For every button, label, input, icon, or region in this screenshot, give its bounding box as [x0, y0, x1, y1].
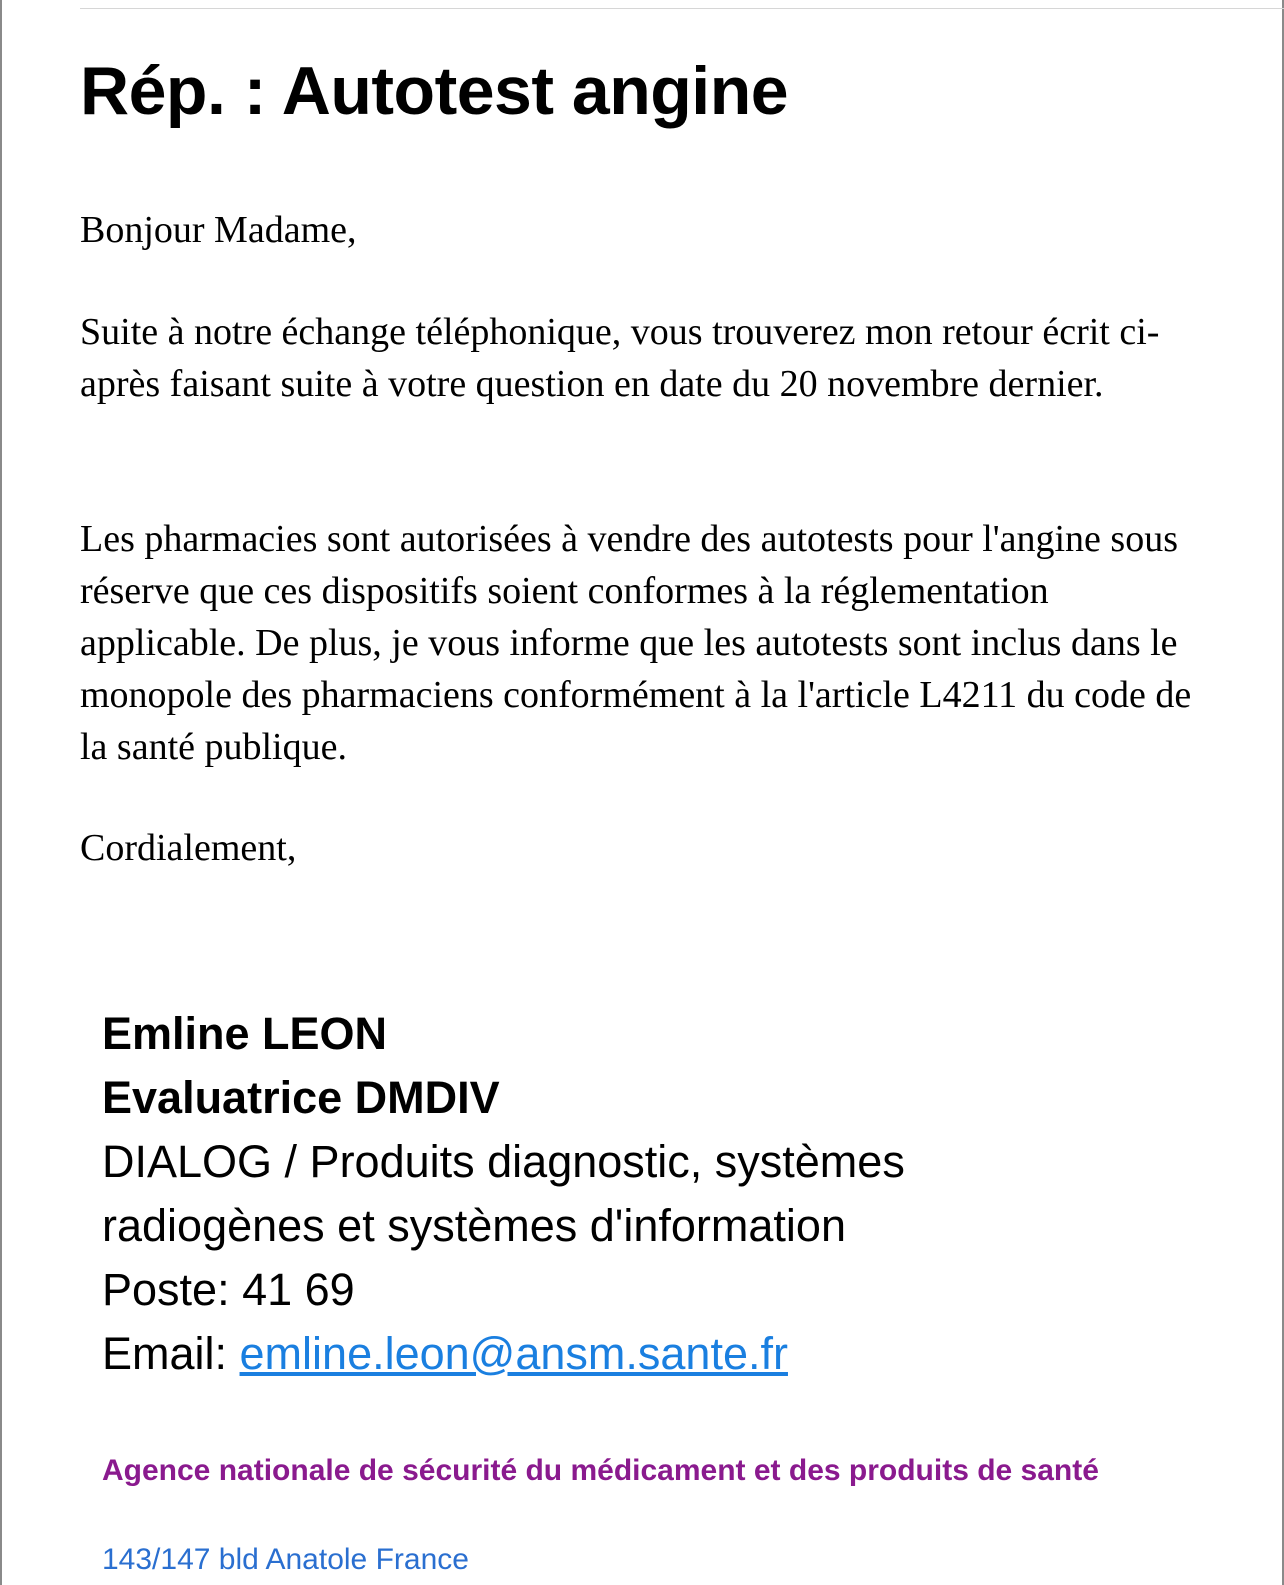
- phone-label: Poste:: [102, 1264, 243, 1315]
- email-signature: [102, 1002, 1262, 1386]
- header-divider: [80, 8, 1284, 9]
- email-paragraph-1: [80, 306, 1190, 410]
- closing-text: Cordialement,: [80, 827, 297, 869]
- paragraph-2-text: Les pharmacies sont autorisées à vendre des autotests pour l'angine sous réserve que ces dispositifs soient conformes à la réglementation applicable. De plus, je vous informe que les autotests sont inclus dans le monopole des pharmaciens conformément à la l'article L4211 du code de la santé publique.: [80, 518, 1192, 768]
- signature-email-line: [102, 1322, 1262, 1386]
- signature-department: DIALOG / Produits diagnostic, systèmes radiogènes et systèmes d'information: [102, 1136, 905, 1251]
- email-subject: Rép. : Autotest angine: [80, 53, 789, 129]
- agency-address[interactable]: 143/147 bld Anatole France: [102, 1543, 469, 1576]
- signature-phone-line: [102, 1258, 1262, 1322]
- window-border-left: [0, 0, 2, 1585]
- email-closing: [80, 822, 1260, 874]
- email-greeting: [80, 204, 1260, 256]
- signature-name: Emline LEON: [102, 1008, 388, 1059]
- email-link[interactable]: emline.leon@ansm.sante.fr: [239, 1328, 788, 1379]
- paragraph-1-text: Suite à notre échange téléphonique, vous trouverez mon retour écrit ci-après faisant suite à votre question en date du 20 novembre dernier.: [80, 311, 1160, 405]
- email-label: Email:: [102, 1328, 240, 1379]
- greeting-text: Bonjour Madame,: [80, 209, 357, 251]
- signature-title: Evaluatrice DMDIV: [102, 1072, 500, 1123]
- email-paragraph-2: [80, 513, 1195, 773]
- phone-number[interactable]: 41 69: [242, 1264, 355, 1315]
- agency-name: Agence nationale de sécurité du médicament et des produits de santé: [102, 1454, 1099, 1487]
